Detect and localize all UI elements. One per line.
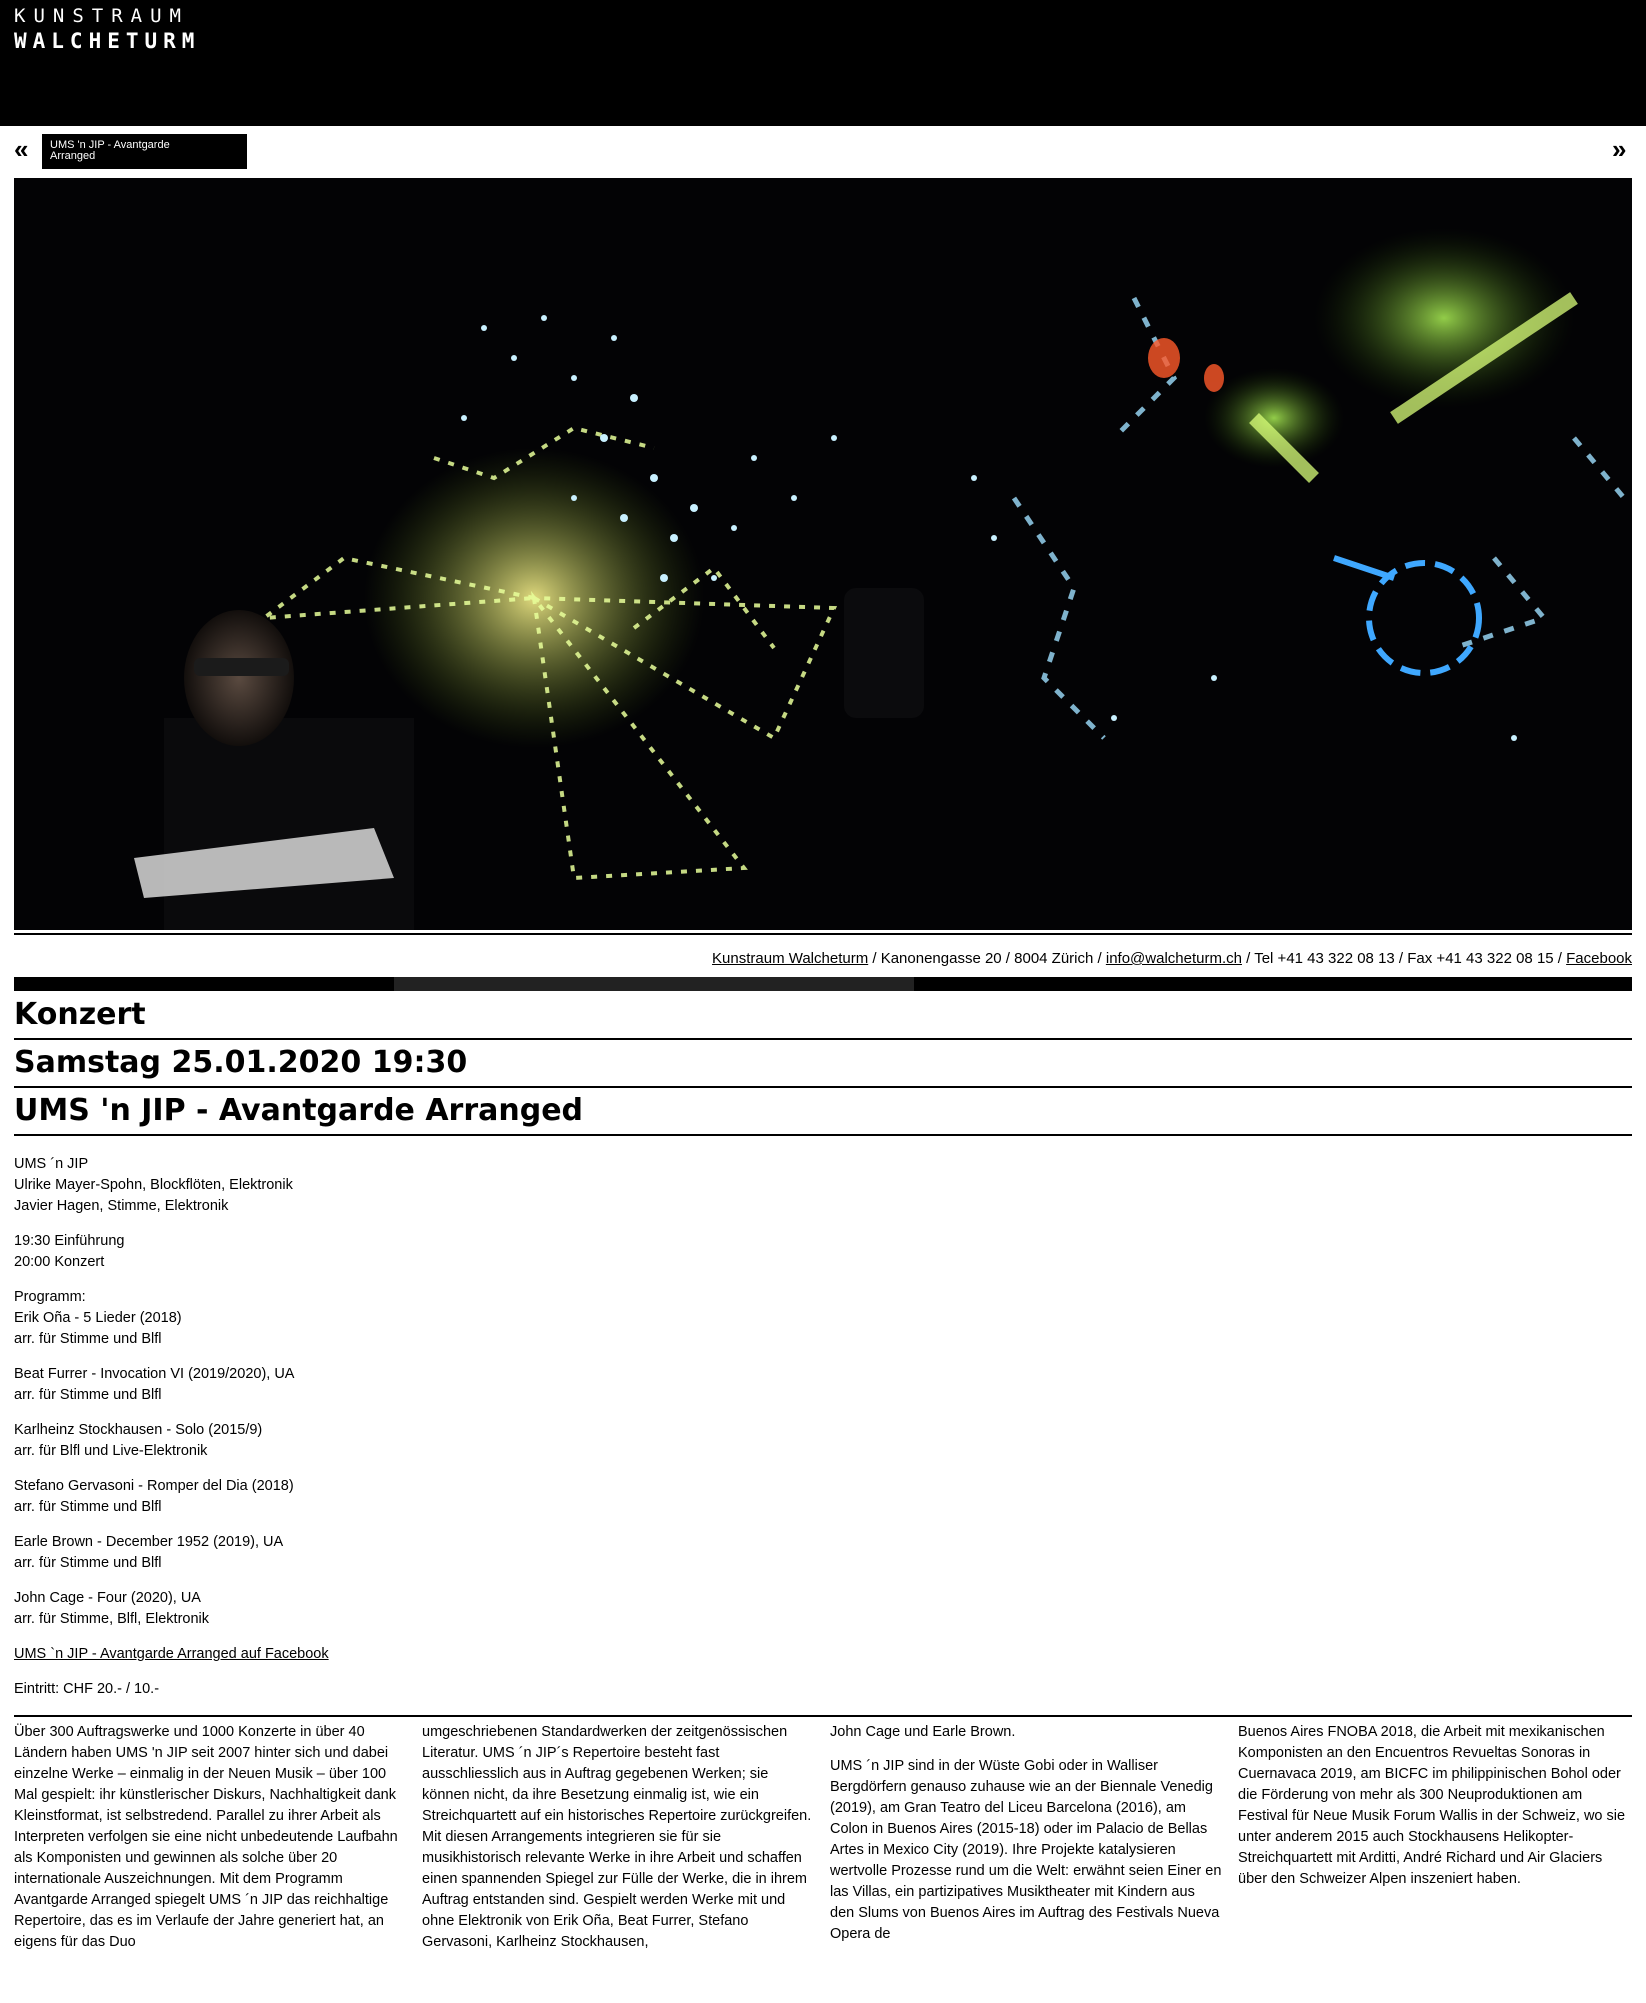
- description-column-4: [1238, 1722, 1630, 1966]
- event-title: UMS 'n JIP - Avantgarde Arranged: [14, 1093, 584, 1128]
- next-event-button[interactable]: »: [1612, 134, 1627, 164]
- program-arrangement: arr. für Stimme und Blfl: [14, 1555, 162, 1571]
- program-label: Programm:: [14, 1289, 86, 1305]
- contact-phone-fax: / Tel +41 43 322 08 13 / Fax +41 43 322 08 15 /: [1241, 950, 1567, 967]
- divider: [14, 1134, 1632, 1136]
- program-arrangement: arr. für Stimme und Blfl: [14, 1331, 162, 1347]
- schedule-item: 20:00 Konzert: [14, 1254, 105, 1270]
- program-arrangement: arr. für Stimme und Blfl: [14, 1499, 162, 1515]
- description-text: umgeschriebenen Standardwerken der zeitgenössischen Literatur. UMS ´n JIP´s Repertoire besteht fast ausschliesslich aus in Auftrag gegebenen Werken; sie können nicht, da ihre Besetzung einmalig ist, wie ein Streichquartett auf ein historisches Repertoire zurückgreifen. Mit diesen Arrangements integrieren sie für sie musikhistorisch relevante Werke in ihre Arbeit und schaffen einen spannenden Spiegel zur Fülle der Werke, die in ihrem Auftrag entstanden sind. Gespielt werden Werke mit und ohne Elektronik von Erik Oña, Beat Furrer, Stefano Gervasoni, Karlheinz Stockhausen,: [422, 1724, 812, 1950]
- current-event-tag-line2: Arranged: [50, 150, 96, 162]
- divider: [14, 1038, 1632, 1040]
- description-text: Buenos Aires FNOBA 2018, die Arbeit mit mexikanischen Komponisten an den Encuentros Revueltas Sonoras in Cuernavaca 2019, am BICFC im philippinischen Bohol oder die Förderung von mehr als 300 Neuproduktionen am Festival für Neue Musik Forum Wallis in der Schweiz, wo sie unter anderem 2015 auch Stockhausens Helikopter-Streichquartett mit Arditti, André Richard und Air Glaciers über den Schweizer Alpen inszeniert haben.: [1238, 1724, 1626, 1887]
- current-event-tag[interactable]: [42, 134, 247, 169]
- description-text: Über 300 Auftragswerke und 1000 Konzerte in über 40 Ländern haben UMS 'n JIP seit 2007 hinter sich und dabei einzelne Werke – einmalig in der Neuen Musik – über 100 Mal gespielt: ihr künstlerischer Diskurs, Nachhaltigkeit dank Kleinstformat, ist selbstredend. Parallel zu ihrer Arbeit als Interpreten verfolgen sie eine nicht unbedeutende Laufbahn als Komponisten und gewinnen als solche über 20 internationale Auszeichnungen. Mit dem Programm Avantgarde Arranged spiegelt UMS ´n JIP das reichhaltige Repertoire, das es im Verlaufe der Jahre generiert hat, an eigens für das Duo: [14, 1724, 398, 1950]
- contact-line: [712, 950, 1632, 967]
- program-work: John Cage - Four (2020), UA: [14, 1590, 201, 1606]
- divider: [14, 1086, 1632, 1088]
- event-details: [14, 1154, 914, 1714]
- event-category: Konzert: [14, 997, 146, 1032]
- description-text: John Cage und Earle Brown.: [830, 1724, 1016, 1740]
- program-work: Earle Brown - December 1952 (2019), UA: [14, 1534, 284, 1550]
- performer: Ulrike Mayer-Spohn, Blockflöten, Elektronik: [14, 1177, 293, 1193]
- contact-address: / Kanonengasse 20 / 8004 Zürich /: [868, 950, 1106, 967]
- description-text: UMS ´n JIP sind in der Wüste Gobi oder in Walliser Bergdörfern genauso zuhause wie an der Biennale Venedig (2019), am Gran Teatro del Liceu Barcelona (2016), am Colon in Buenos Aires (2015-18) oder im Palacio de Bellas Artes in Mexico City (2019). Ihre Projekte katalysieren wertvolle Prozesse rund um die Welt: erwähnt seien Einer en las Villas, ein partizipatives Musiktheater mit Kindern aus den Slums von Buenos Aires im Auftrag des Festivals Nueva Opera de: [830, 1758, 1222, 1942]
- divider: [14, 933, 1632, 935]
- event-facebook-link[interactable]: UMS `n JIP - Avantgarde Arranged auf Facebook: [14, 1646, 329, 1662]
- event-image: [14, 178, 1632, 930]
- description-column-3: [830, 1722, 1222, 1966]
- divider-bar: [14, 977, 1632, 991]
- program-arrangement: arr. für Stimme, Blfl, Elektronik: [14, 1611, 209, 1627]
- venue-link[interactable]: Kunstraum Walcheturm: [712, 950, 869, 967]
- logo-line-1: KUNSTRAUM: [14, 5, 189, 27]
- program-arrangement: arr. für Blfl und Live-Elektronik: [14, 1443, 208, 1459]
- facebook-link[interactable]: Facebook: [1566, 950, 1632, 967]
- program-work: Beat Furrer - Invocation VI (2019/2020), UA: [14, 1366, 295, 1382]
- description-column-1: [14, 1722, 406, 1966]
- program-work: Erik Oña - 5 Lieder (2018): [14, 1310, 182, 1326]
- logo-line-2: WALCHETURM: [14, 29, 201, 53]
- top-bar: [0, 0, 1646, 126]
- performer: Javier Hagen, Stimme, Elektronik: [14, 1198, 229, 1214]
- description-columns: [14, 1722, 1632, 1966]
- email-link[interactable]: info@walcheturm.ch: [1105, 950, 1242, 967]
- event-date-time: Samstag 25.01.2020 19:30: [14, 1045, 468, 1080]
- admission-price: Eintritt: CHF 20.- / 10.-: [14, 1681, 160, 1697]
- schedule-item: 19:30 Einführung: [14, 1233, 125, 1249]
- site-logo[interactable]: [14, 4, 200, 54]
- ensemble-name: UMS ´n JIP: [14, 1156, 89, 1172]
- description-column-2: [422, 1722, 814, 1966]
- divider: [14, 1715, 1632, 1717]
- current-event-tag-line1: UMS 'n JIP - Avantgarde: [50, 139, 170, 151]
- program-work: Karlheinz Stockhausen - Solo (2015/9): [14, 1422, 263, 1438]
- program-arrangement: arr. für Stimme und Blfl: [14, 1387, 162, 1403]
- program-work: Stefano Gervasoni - Romper del Dia (2018): [14, 1478, 294, 1494]
- previous-event-button[interactable]: «: [14, 134, 29, 164]
